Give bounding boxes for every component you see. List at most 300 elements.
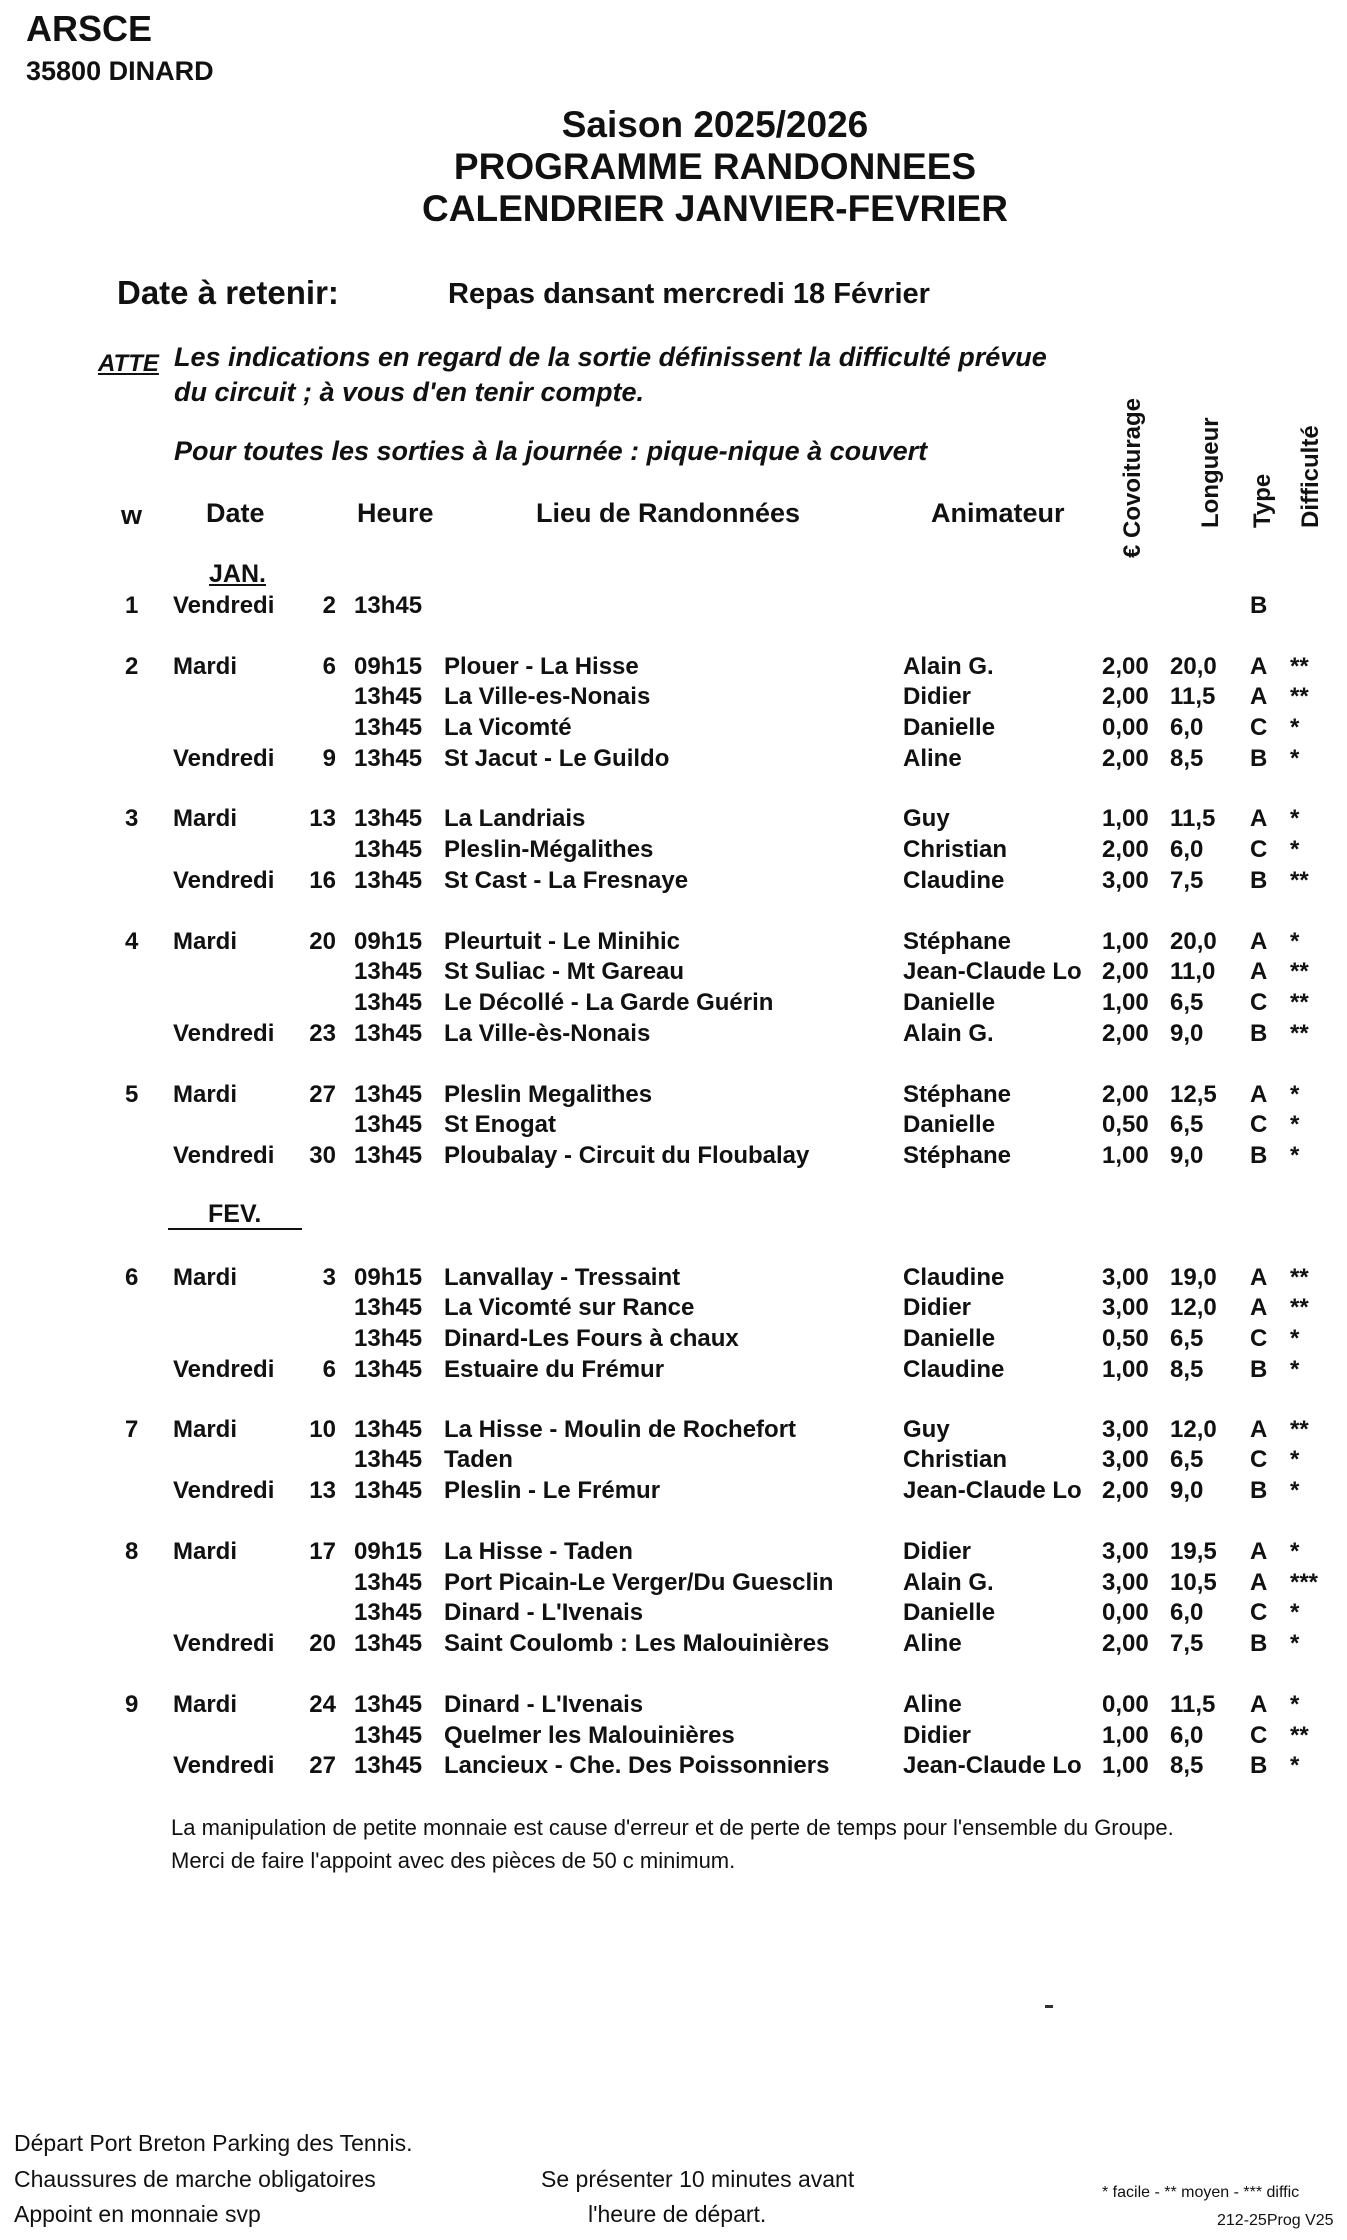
date-retenir-label: Date à retenir: <box>117 274 339 311</box>
cell-type: B <box>1250 867 1268 894</box>
cell-time: 09h15 <box>354 1264 423 1291</box>
cell-anim: Jean-Claude Lo <box>903 1752 1082 1779</box>
cell-lieu: Lancieux - Che. Des Poissonniers <box>444 1752 830 1779</box>
cell-type: C <box>1250 1599 1268 1626</box>
org-city: 35800 DINARD <box>26 56 214 86</box>
cell-num: 16 <box>309 867 336 894</box>
cell-len: 9,0 <box>1170 1142 1204 1169</box>
cell-time: 13h45 <box>354 1722 423 1749</box>
cell-diff: * <box>1290 1325 1300 1352</box>
cell-anim: Aline <box>903 1691 962 1718</box>
cell-lieu: La Ville-es-Nonais <box>444 683 651 710</box>
cell-num: 13 <box>309 1477 336 1504</box>
cell-cov: 2,00 <box>1102 653 1149 680</box>
cell-diff: * <box>1290 928 1300 955</box>
cell-time: 13h45 <box>354 1446 423 1473</box>
cell-anim: Didier <box>903 1294 972 1321</box>
cell-lieu: La Hisse - Moulin de Rochefort <box>444 1416 797 1443</box>
title-calendar: CALENDRIER JANVIER-FEVRIER <box>422 188 1008 229</box>
cell-lieu: La Hisse - Taden <box>444 1538 633 1565</box>
attention-label: ATTE <box>98 350 159 377</box>
cell-anim: Didier <box>903 1722 972 1749</box>
cell-diff: ** <box>1290 1294 1309 1321</box>
cell-len: 11,0 <box>1170 958 1216 985</box>
attention-line-1: Les indications en regard de la sortie définissent la difficulté prévue <box>174 342 1047 372</box>
cell-time: 13h45 <box>354 1142 423 1169</box>
cell-cov: 3,00 <box>1102 1446 1149 1473</box>
cell-time: 13h45 <box>354 989 423 1016</box>
cell-w: 4 <box>125 928 139 955</box>
cell-type: A <box>1250 1691 1268 1718</box>
cell-lieu: Plouer - La Hisse <box>444 653 639 680</box>
cell-len: 12,0 <box>1170 1294 1217 1321</box>
table-row <box>0 1446 1347 1477</box>
cell-anim: Claudine <box>903 1356 1005 1383</box>
cell-lieu: St Cast - La Fresnaye <box>444 867 689 894</box>
table-row <box>0 653 1347 684</box>
cell-cov: 2,00 <box>1102 836 1149 863</box>
cell-day: Mardi <box>173 1416 238 1443</box>
cell-len: 11,5 <box>1170 683 1216 710</box>
cell-day: Vendredi <box>173 745 275 772</box>
cell-diff: * <box>1290 1081 1300 1108</box>
cell-type: A <box>1250 805 1268 832</box>
cell-anim: Stéphane <box>903 1142 1012 1169</box>
cell-anim: Jean-Claude Lo <box>903 1477 1082 1504</box>
cell-day: Vendredi <box>173 1752 275 1779</box>
cell-anim: Claudine <box>903 1264 1005 1291</box>
cell-type: A <box>1250 1294 1268 1321</box>
cell-len: 7,5 <box>1170 1630 1204 1657</box>
cell-day: Mardi <box>173 1691 238 1718</box>
cell-anim: Aline <box>903 1630 962 1657</box>
cell-diff: ** <box>1290 653 1309 680</box>
cell-cov: 1,00 <box>1102 1142 1149 1169</box>
cell-time: 13h45 <box>354 1111 423 1138</box>
cell-cov: 3,00 <box>1102 1538 1149 1565</box>
cell-num: 6 <box>322 653 336 680</box>
cell-cov: 3,00 <box>1102 1569 1149 1596</box>
cell-cov: 1,00 <box>1102 1752 1149 1779</box>
cell-day: Vendredi <box>173 1356 275 1383</box>
table-row <box>0 1477 1347 1508</box>
cell-day: Vendredi <box>173 592 275 619</box>
cell-type: B <box>1250 745 1268 772</box>
cell-anim: Claudine <box>903 867 1005 894</box>
col-date: Date <box>206 498 265 528</box>
monnaie-line-2: Merci de faire l'appoint avec des pièces de 50 c minimum. <box>171 1848 736 1873</box>
cell-time: 13h45 <box>354 1599 423 1626</box>
cell-day: Vendredi <box>173 1020 275 1047</box>
cell-cov: 1,00 <box>1102 1356 1149 1383</box>
cell-cov: 1,00 <box>1102 928 1149 955</box>
col-animateur: Animateur <box>931 498 1065 528</box>
cell-type: B <box>1250 1630 1268 1657</box>
cell-type: C <box>1250 1111 1268 1138</box>
cell-w: 1 <box>125 592 139 619</box>
cell-len: 19,5 <box>1170 1538 1217 1565</box>
col-heure: Heure <box>357 498 434 528</box>
cell-anim: Danielle <box>903 1599 996 1626</box>
cell-len: 6,0 <box>1170 1599 1204 1626</box>
footer-legend: * facile - ** moyen - *** diffic <box>1102 2184 1300 2201</box>
cell-len: 6,0 <box>1170 1722 1204 1749</box>
cell-anim: Danielle <box>903 989 996 1016</box>
cell-lieu: St Suliac - Mt Gareau <box>444 958 685 985</box>
monnaie-line-1: La manipulation de petite monnaie est cause d'erreur et de perte de temps pour l'ensemble du Groupe. <box>171 1815 1174 1840</box>
cell-cov: 0,50 <box>1102 1325 1149 1352</box>
table-row <box>0 836 1347 867</box>
cell-lieu: Pleslin Megalithes <box>444 1081 653 1108</box>
cell-len: 12,0 <box>1170 1416 1217 1443</box>
table-row <box>0 1630 1347 1661</box>
cell-diff: * <box>1290 1446 1300 1473</box>
table-row <box>0 1599 1347 1630</box>
cell-cov: 3,00 <box>1102 1264 1149 1291</box>
cell-diff: ** <box>1290 683 1309 710</box>
cell-day: Mardi <box>173 1538 238 1565</box>
cell-time: 13h45 <box>354 1691 423 1718</box>
cell-diff: * <box>1290 1599 1300 1626</box>
cell-time: 13h45 <box>354 683 423 710</box>
cell-type: B <box>1250 1020 1268 1047</box>
table-row <box>0 1356 1347 1387</box>
attention-line-2: du circuit ; à vous d'en tenir compte. <box>174 377 644 407</box>
month-fev: FEV. <box>208 1200 262 1228</box>
cell-cov: 3,00 <box>1102 1416 1149 1443</box>
month-jan: JAN. <box>209 560 266 588</box>
cell-anim: Stéphane <box>903 1081 1012 1108</box>
cell-num: 20 <box>309 1630 336 1657</box>
cell-cov: 3,00 <box>1102 1294 1149 1321</box>
cell-type: B <box>1250 1142 1268 1169</box>
cell-num: 23 <box>309 1020 336 1047</box>
scan-mark <box>1045 2005 1053 2008</box>
cell-lieu: La Ville-ès-Nonais <box>444 1020 651 1047</box>
cell-diff: ** <box>1290 1416 1309 1443</box>
cell-cov: 2,00 <box>1102 1081 1149 1108</box>
col-type: Type <box>1249 473 1276 528</box>
cell-time: 13h45 <box>354 958 423 985</box>
cell-lieu: Estuaire du Frémur <box>444 1356 665 1383</box>
table-row <box>0 1691 1347 1722</box>
cell-cov: 2,00 <box>1102 1020 1149 1047</box>
col-longueur: Longueur <box>1197 417 1224 528</box>
cell-type: A <box>1250 683 1268 710</box>
cell-type: A <box>1250 1081 1268 1108</box>
table-row <box>0 1722 1347 1753</box>
cell-len: 7,5 <box>1170 867 1204 894</box>
cell-cov: 1,00 <box>1102 989 1149 1016</box>
cell-time: 13h45 <box>354 714 423 741</box>
cell-len: 10,5 <box>1170 1569 1217 1596</box>
cell-len: 9,0 <box>1170 1020 1204 1047</box>
cell-type: B <box>1250 1356 1268 1383</box>
cell-diff: * <box>1290 714 1300 741</box>
cell-type: A <box>1250 1569 1268 1596</box>
cell-diff: * <box>1290 1111 1300 1138</box>
cell-len: 11,5 <box>1170 1691 1216 1718</box>
cell-num: 3 <box>322 1264 336 1291</box>
table-row <box>0 989 1347 1020</box>
cell-time: 09h15 <box>354 653 423 680</box>
cell-day: Vendredi <box>173 867 275 894</box>
cell-time: 13h45 <box>354 1416 423 1443</box>
cell-type: A <box>1250 928 1268 955</box>
cell-lieu: St Enogat <box>444 1111 556 1138</box>
cell-diff: ** <box>1290 958 1309 985</box>
cell-anim: Aline <box>903 745 962 772</box>
table-row <box>0 867 1347 898</box>
footer-heure: l'heure de départ. <box>588 2201 767 2227</box>
cell-num: 30 <box>309 1142 336 1169</box>
cell-anim: Alain G. <box>903 1020 994 1047</box>
cell-anim: Stéphane <box>903 928 1012 955</box>
cell-time: 13h45 <box>354 1477 423 1504</box>
cell-len: 8,5 <box>1170 745 1204 772</box>
cell-lieu: Quelmer les Malouinières <box>444 1722 735 1749</box>
table-row <box>0 1081 1347 1112</box>
cell-type: A <box>1250 1416 1268 1443</box>
cell-type: A <box>1250 1264 1268 1291</box>
cell-num: 9 <box>322 745 336 772</box>
cell-lieu: Pleurtuit - Le Minihic <box>444 928 681 955</box>
cell-w: 6 <box>125 1264 139 1291</box>
cell-cov: 3,00 <box>1102 867 1149 894</box>
cell-diff: * <box>1290 1630 1300 1657</box>
cell-cov: 0,00 <box>1102 1691 1149 1718</box>
cell-day: Vendredi <box>173 1630 275 1657</box>
table-row <box>0 1111 1347 1142</box>
cell-diff: *** <box>1290 1569 1319 1596</box>
table-row <box>0 714 1347 745</box>
cell-len: 6,5 <box>1170 1446 1204 1473</box>
footer-chaussures: Chaussures de marche obligatoires <box>14 2166 376 2192</box>
cell-anim: Christian <box>903 836 1008 863</box>
cell-lieu: Taden <box>444 1446 513 1473</box>
cell-lieu: Saint Coulomb : Les Malouinières <box>444 1630 830 1657</box>
cell-time: 13h45 <box>354 867 423 894</box>
cell-lieu: La Landriais <box>444 805 586 832</box>
cell-w: 3 <box>125 805 139 832</box>
cell-day: Mardi <box>173 1264 238 1291</box>
cell-anim: Guy <box>903 805 950 832</box>
cell-len: 20,0 <box>1170 653 1217 680</box>
table-row <box>0 1416 1347 1447</box>
cell-day: Mardi <box>173 1081 238 1108</box>
cell-len: 6,0 <box>1170 714 1204 741</box>
footer-appoint: Appoint en monnaie svp <box>14 2201 261 2227</box>
col-difficulte: Difficulté <box>1297 425 1324 528</box>
cell-type: B <box>1250 592 1268 619</box>
title-season: Saison 2025/2026 <box>561 104 869 145</box>
cell-num: 10 <box>309 1416 336 1443</box>
cell-num: 13 <box>309 805 336 832</box>
cell-lieu: Port Picain-Le Verger/Du Guesclin <box>444 1569 834 1596</box>
cell-diff: * <box>1290 1142 1300 1169</box>
cell-time: 13h45 <box>354 1630 423 1657</box>
cell-anim: Alain G. <box>903 653 994 680</box>
footer-ref: 212-25Prog V25 <box>1217 2212 1334 2229</box>
footer-depart: Départ Port Breton Parking des Tennis. <box>14 2130 413 2156</box>
cell-w: 8 <box>125 1538 139 1565</box>
cell-lieu: Pleslin - Le Frémur <box>444 1477 661 1504</box>
cell-len: 6,5 <box>1170 989 1204 1016</box>
cell-time: 13h45 <box>354 1081 423 1108</box>
cell-lieu: Lanvallay - Tressaint <box>444 1264 681 1291</box>
cell-diff: * <box>1290 1356 1300 1383</box>
table-row <box>0 1294 1347 1325</box>
cell-time: 13h45 <box>354 1294 423 1321</box>
cell-cov: 0,50 <box>1102 1111 1149 1138</box>
cell-lieu: Ploubalay - Circuit du Floubalay <box>444 1142 810 1169</box>
cell-type: C <box>1250 836 1268 863</box>
cell-time: 13h45 <box>354 1020 423 1047</box>
table-row <box>0 1538 1347 1569</box>
title-program: PROGRAMME RANDONNEES <box>453 146 977 187</box>
table-row <box>0 1569 1347 1600</box>
cell-type: B <box>1250 1477 1268 1504</box>
cell-type: C <box>1250 714 1268 741</box>
cell-w: 2 <box>125 653 139 680</box>
org-name: ARSCE <box>26 8 153 49</box>
cell-diff: * <box>1290 1752 1300 1779</box>
table-row <box>0 1752 1347 1783</box>
cell-time: 13h45 <box>354 745 423 772</box>
cell-type: C <box>1250 1325 1268 1352</box>
table-row <box>0 745 1347 776</box>
cell-lieu: La Vicomté <box>444 714 572 741</box>
cell-type: B <box>1250 1752 1268 1779</box>
cell-time: 13h45 <box>354 805 423 832</box>
cell-w: 7 <box>125 1416 139 1443</box>
cell-cov: 2,00 <box>1102 683 1149 710</box>
cell-lieu: St Jacut - Le Guildo <box>444 745 670 772</box>
table-row <box>0 1264 1347 1295</box>
cell-cov: 2,00 <box>1102 958 1149 985</box>
cell-len: 6,5 <box>1170 1111 1204 1138</box>
cell-type: A <box>1250 958 1268 985</box>
cell-diff: ** <box>1290 1722 1309 1749</box>
cell-type: A <box>1250 1538 1268 1565</box>
cell-num: 27 <box>309 1752 336 1779</box>
cell-day: Mardi <box>173 653 238 680</box>
cell-cov: 1,00 <box>1102 805 1149 832</box>
cell-len: 11,5 <box>1170 805 1216 832</box>
cell-anim: Didier <box>903 1538 972 1565</box>
cell-day: Mardi <box>173 805 238 832</box>
cell-diff: * <box>1290 836 1300 863</box>
cell-len: 8,5 <box>1170 1752 1204 1779</box>
cell-anim: Didier <box>903 683 972 710</box>
cell-lieu: Dinard - L'Ivenais <box>444 1691 644 1718</box>
cell-num: 17 <box>309 1538 336 1565</box>
cell-w: 9 <box>125 1691 139 1718</box>
cell-num: 20 <box>309 928 336 955</box>
cell-num: 24 <box>309 1691 336 1718</box>
col-lieu: Lieu de Randonnées <box>536 498 801 528</box>
cell-anim: Danielle <box>903 1325 996 1352</box>
cell-len: 19,0 <box>1170 1264 1217 1291</box>
cell-time: 13h45 <box>354 1325 423 1352</box>
cell-diff: * <box>1290 1691 1300 1718</box>
table-row <box>0 1142 1347 1173</box>
cell-anim: Christian <box>903 1446 1008 1473</box>
cell-diff: ** <box>1290 1020 1309 1047</box>
cell-anim: Alain G. <box>903 1569 994 1596</box>
cell-lieu: Dinard - L'Ivenais <box>444 1599 644 1626</box>
cell-anim: Guy <box>903 1416 950 1443</box>
cell-lieu: Pleslin-Mégalithes <box>444 836 654 863</box>
cell-time: 13h45 <box>354 592 423 619</box>
cell-lieu: Le Décollé - La Garde Guérin <box>444 989 774 1016</box>
cell-type: C <box>1250 1446 1268 1473</box>
cell-len: 20,0 <box>1170 928 1217 955</box>
table-row <box>0 958 1347 989</box>
cell-day: Vendredi <box>173 1477 275 1504</box>
cell-cov: 2,00 <box>1102 1477 1149 1504</box>
cell-time: 13h45 <box>354 836 423 863</box>
table-row <box>0 683 1347 714</box>
cell-w: 5 <box>125 1081 139 1108</box>
cell-type: A <box>1250 653 1268 680</box>
cell-len: 12,5 <box>1170 1081 1217 1108</box>
attention-line-3: Pour toutes les sorties à la journée : pique-nique à couvert <box>174 436 928 466</box>
cell-time: 13h45 <box>354 1752 423 1779</box>
cell-len: 8,5 <box>1170 1356 1204 1383</box>
cell-cov: 0,00 <box>1102 714 1149 741</box>
cell-day: Mardi <box>173 928 238 955</box>
table-row <box>0 1020 1347 1051</box>
cell-cov: 2,00 <box>1102 1630 1149 1657</box>
col-w: w <box>121 500 143 530</box>
cell-type: C <box>1250 989 1268 1016</box>
cell-cov: 2,00 <box>1102 745 1149 772</box>
cell-cov: 0,00 <box>1102 1599 1149 1626</box>
cell-lieu: La Vicomté sur Rance <box>444 1294 695 1321</box>
cell-time: 13h45 <box>354 1356 423 1383</box>
table-row <box>0 805 1347 836</box>
table-row <box>0 1325 1347 1356</box>
cell-num: 6 <box>322 1356 336 1383</box>
col-covoiturage: € Covoiturage <box>1119 397 1146 558</box>
cell-time: 09h15 <box>354 928 423 955</box>
cell-time: 09h15 <box>354 1538 423 1565</box>
cell-len: 9,0 <box>1170 1477 1204 1504</box>
cell-diff: ** <box>1290 867 1309 894</box>
cell-diff: * <box>1290 805 1300 832</box>
cell-diff: * <box>1290 745 1300 772</box>
cell-diff: * <box>1290 1477 1300 1504</box>
cell-num: 2 <box>322 592 336 619</box>
cell-diff: ** <box>1290 1264 1309 1291</box>
cell-len: 6,0 <box>1170 836 1204 863</box>
cell-anim: Danielle <box>903 714 996 741</box>
cell-lieu: Dinard-Les Fours à chaux <box>444 1325 739 1352</box>
table-row <box>0 928 1347 959</box>
cell-anim: Jean-Claude Lo <box>903 958 1082 985</box>
cell-time: 13h45 <box>354 1569 423 1596</box>
cell-diff: * <box>1290 1538 1300 1565</box>
date-retenir-text: Repas dansant mercredi 18 Février <box>448 278 930 310</box>
cell-len: 6,5 <box>1170 1325 1204 1352</box>
cell-diff: ** <box>1290 989 1309 1016</box>
cell-anim: Danielle <box>903 1111 996 1138</box>
footer-presenter: Se présenter 10 minutes avant <box>541 2166 855 2192</box>
cell-day: Vendredi <box>173 1142 275 1169</box>
cell-num: 27 <box>309 1081 336 1108</box>
cell-cov: 1,00 <box>1102 1722 1149 1749</box>
